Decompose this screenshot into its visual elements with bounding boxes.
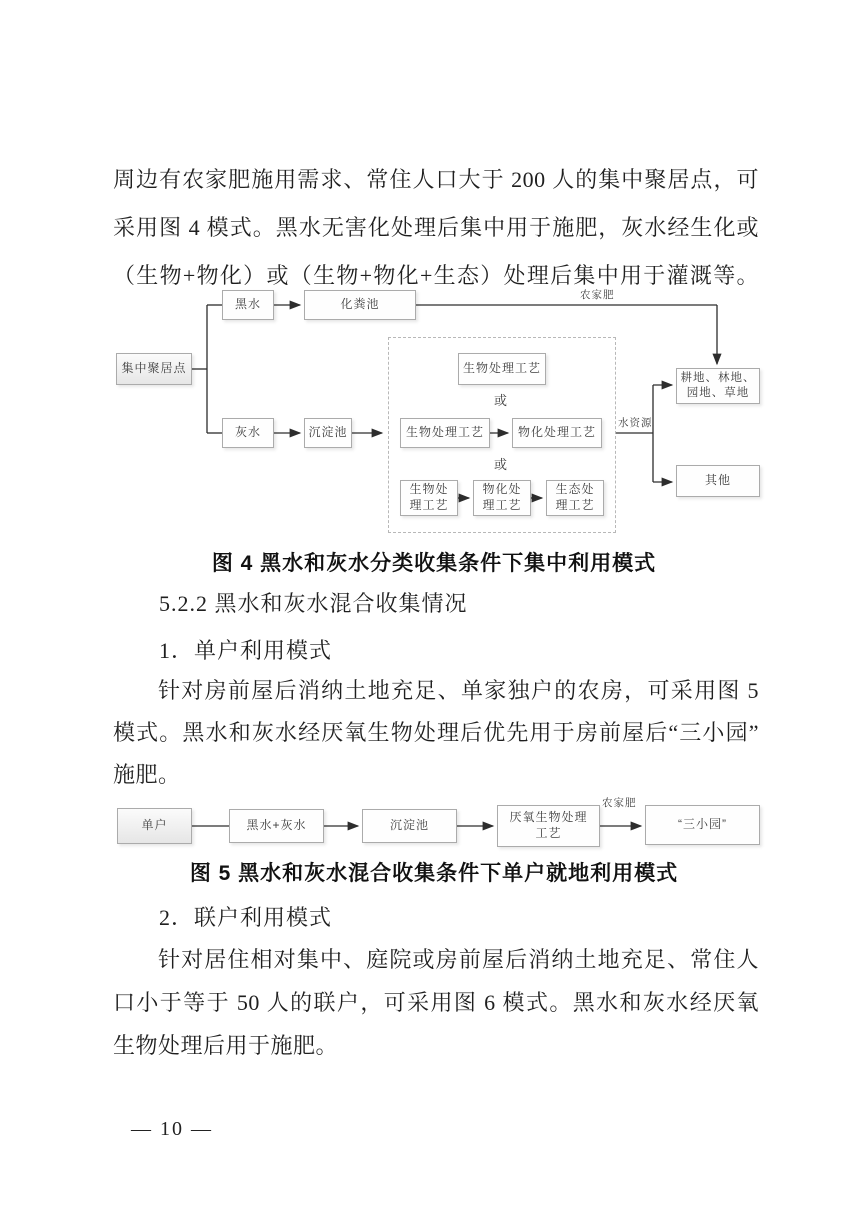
paragraph-2-line-3: 施肥。	[113, 762, 181, 787]
fig4-node-eco-process-bottom: 生态处理工艺	[546, 480, 604, 516]
paragraph-3-line-2: 口小于等于 50 人的联户，可采用图 6 模式。黑水和灰水经厌氧	[113, 990, 759, 1015]
figure-4-caption: 图 4 黑水和灰水分类收集条件下集中利用模式	[211, 552, 657, 575]
fig5-node-three-gardens: “三小园”	[645, 805, 760, 845]
fig4-node-sedimentation-tank: 沉淀池	[304, 418, 352, 448]
fig5-node-mixed-water: 黑水+灰水	[229, 809, 324, 843]
figure-4-flowchart	[110, 284, 770, 536]
paragraph-2-line-1: 针对房前屋后消纳土地充足、单家独户的农房，可采用图 5	[158, 678, 759, 703]
paragraph-1-line-3: （生物+物化）或（生物+物化+生态）处理后集中用于灌溉等。	[113, 263, 759, 288]
fig4-node-blackwater: 黑水	[222, 290, 274, 320]
fig4-or-label-1: 或	[494, 393, 508, 408]
fig4-node-source: 集中聚居点	[116, 353, 192, 385]
fig4-node-other-use: 其他	[676, 465, 760, 497]
paragraph-3	[113, 938, 759, 1067]
paragraph-1	[113, 156, 759, 300]
paragraph-1-line-1: 周边有农家肥施用需求、常住人口大于 200 人的集中聚居点，可	[113, 167, 759, 192]
paragraph-2-line-2: 模式。黑水和灰水经厌氧生物处理后优先用于房前屋后“三小园”	[113, 720, 759, 745]
fig5-node-anaerobic-bio-process: 厌氧生物处理工艺	[497, 805, 600, 847]
fig4-node-physchem-process-mid: 物化处理工艺	[512, 418, 602, 448]
fig5-node-household: 单户	[117, 808, 192, 844]
fig4-edge-label-manure: 农家肥	[580, 289, 615, 301]
fig4-node-land-use: 耕地、林地、园地、草地	[676, 368, 760, 404]
fig4-node-bio-process-bottom: 生物处理工艺	[400, 480, 458, 516]
fig4-edge-label-water-resource: 水资源	[618, 417, 653, 429]
paragraph-1-line-2: 采用图 4 模式。黑水无害化处理后集中用于施肥，灰水经生化或	[113, 215, 759, 240]
fig4-node-graywater: 灰水	[222, 418, 274, 448]
fig4-node-bio-process-mid: 生物处理工艺	[400, 418, 490, 448]
list-item-1: 1．单户利用模式	[159, 638, 333, 663]
section-heading-5-2-2: 5.2.2 黑水和灰水混合收集情况	[159, 591, 468, 616]
fig4-or-label-2: 或	[494, 457, 508, 472]
paragraph-3-line-3: 生物处理后用于施肥。	[113, 1033, 339, 1058]
page-number: — 10 —	[131, 1118, 213, 1140]
fig5-node-sedimentation-tank: 沉淀池	[362, 809, 457, 843]
figure-5-flowchart	[108, 795, 768, 857]
fig4-node-physchem-process-bottom: 物化处理工艺	[473, 480, 531, 516]
fig4-node-septic-tank: 化粪池	[304, 290, 416, 320]
fig5-edge-label-manure: 农家肥	[602, 797, 637, 809]
figure-5-caption: 图 5 黑水和灰水混合收集条件下单户就地利用模式	[189, 862, 679, 885]
list-item-2: 2．联户利用模式	[159, 905, 333, 930]
paragraph-2	[113, 670, 759, 796]
paragraph-3-line-1: 针对居住相对集中、庭院或房前屋后消纳土地充足、常住人	[158, 947, 759, 972]
fig4-node-bio-process-top: 生物处理工艺	[458, 353, 546, 385]
